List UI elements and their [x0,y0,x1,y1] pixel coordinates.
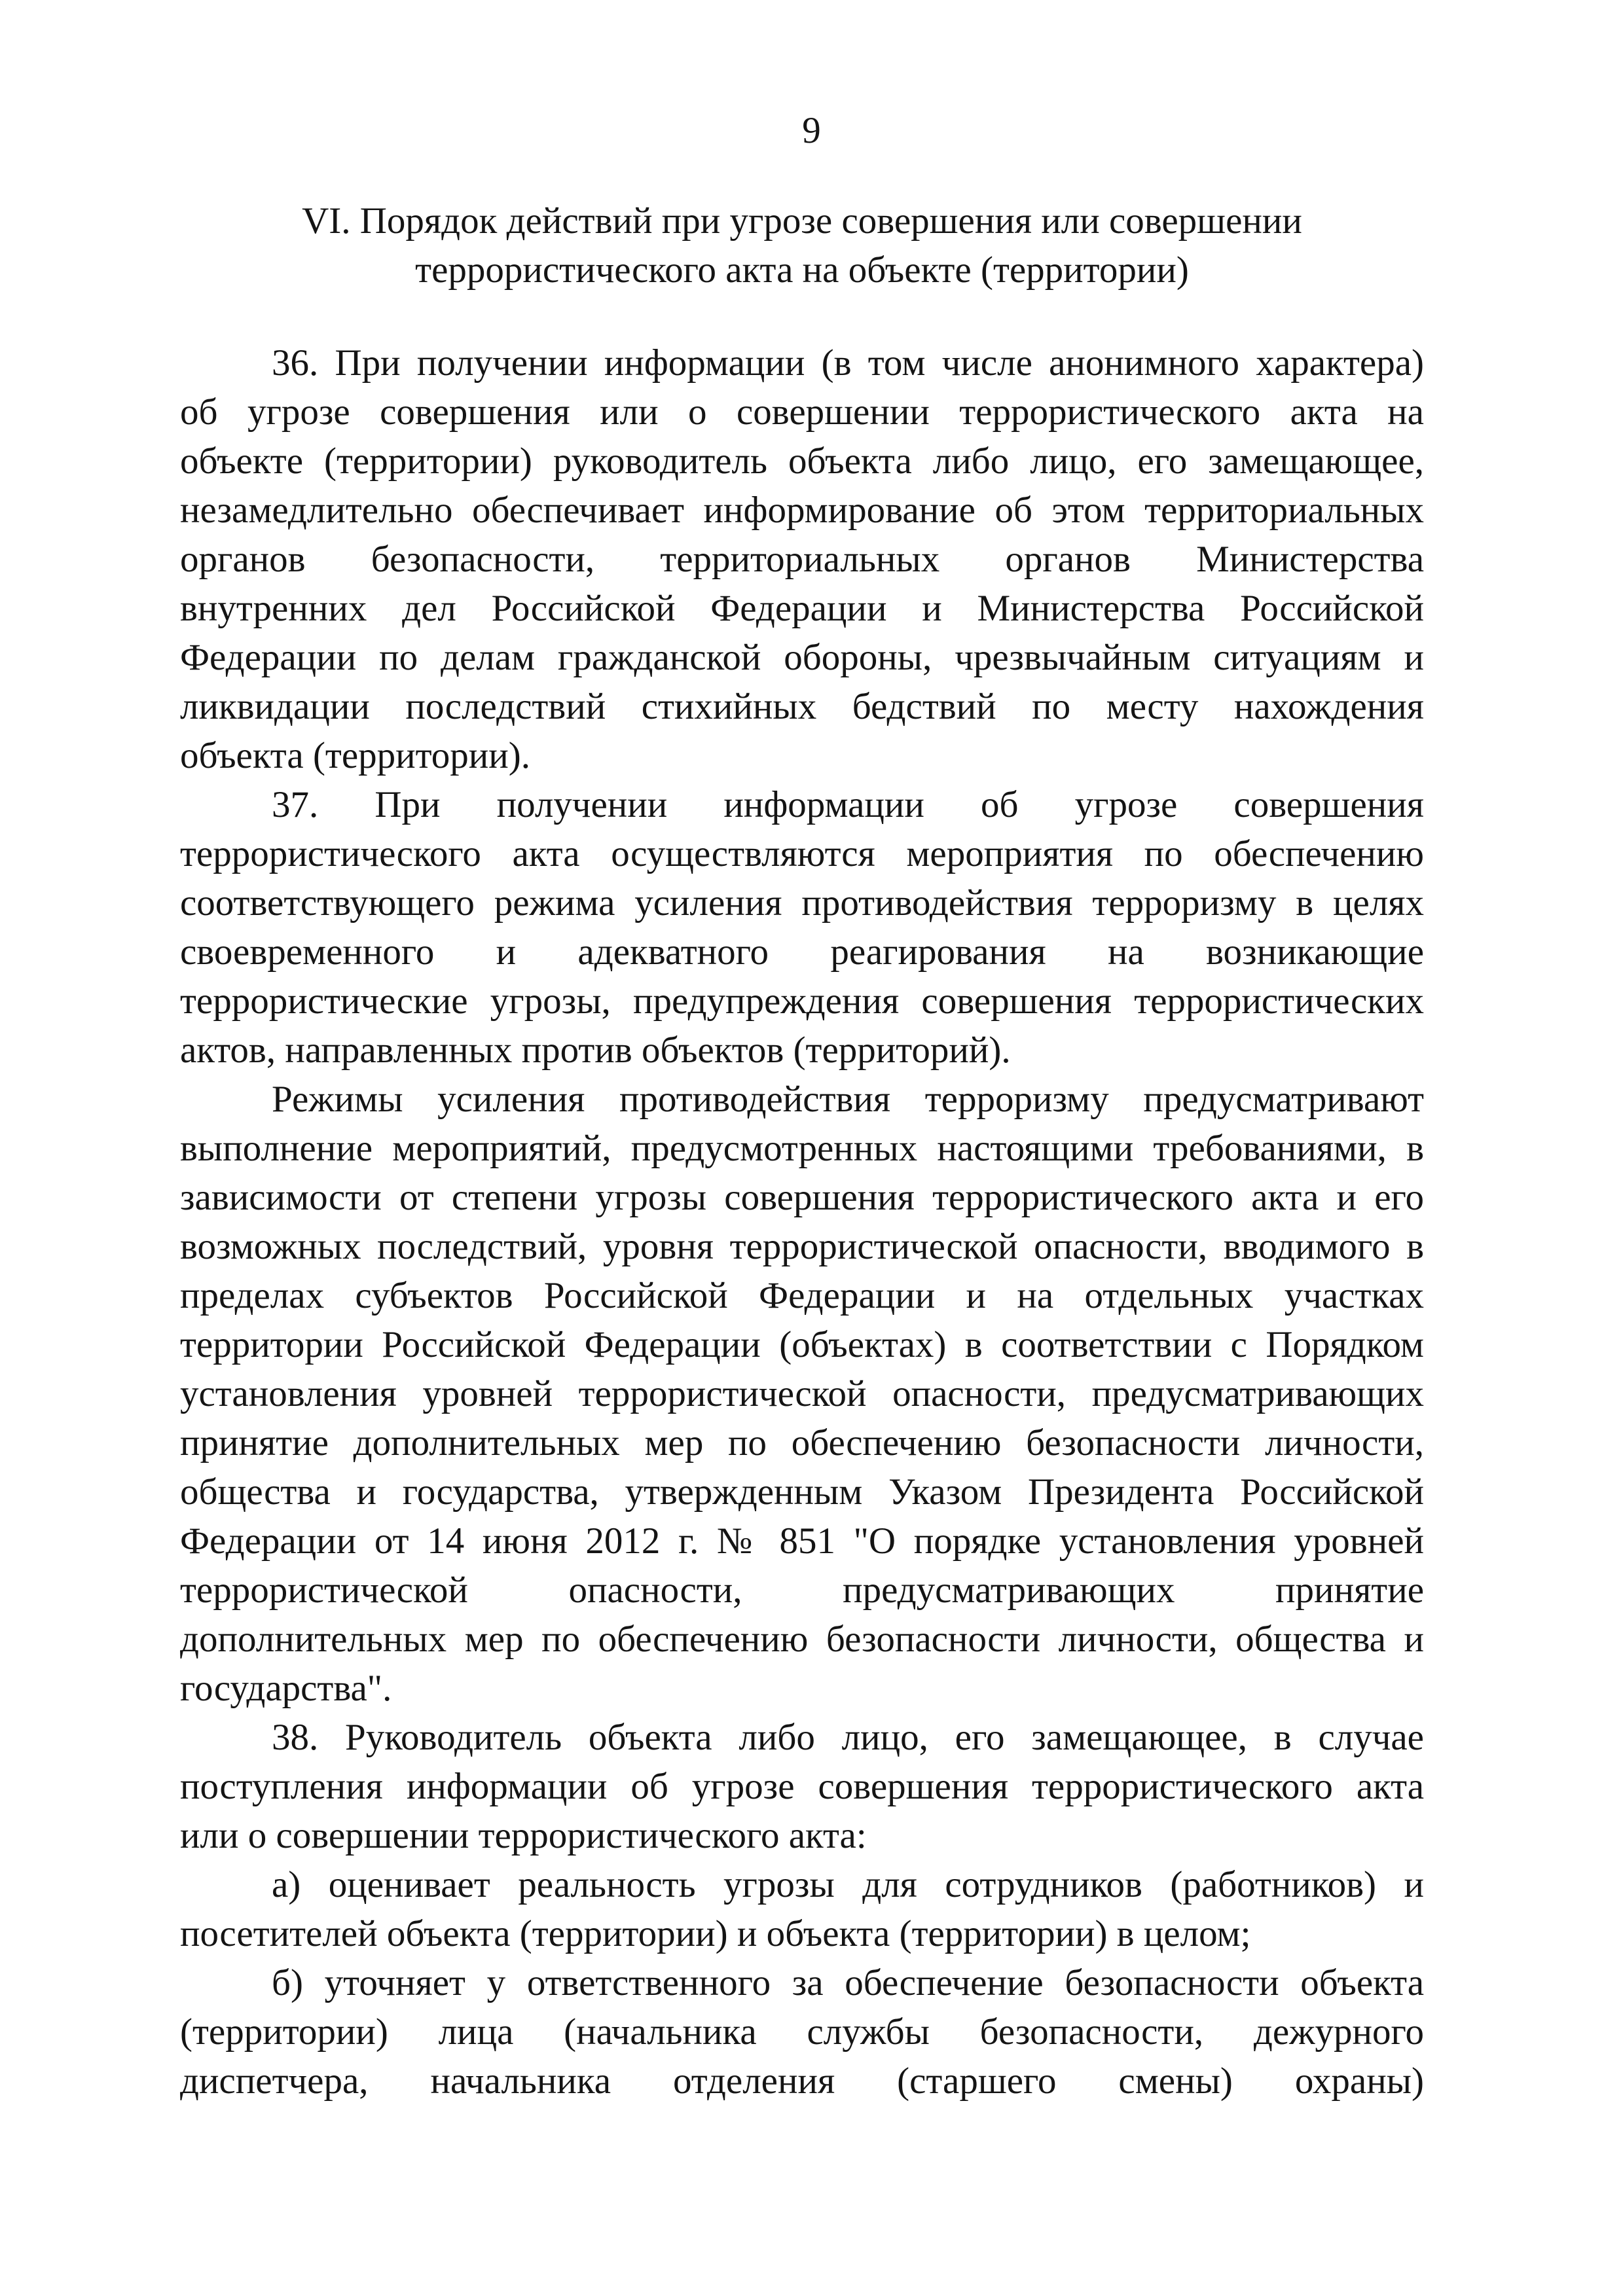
text-line: террористического акта осуществляются мероприятия по обеспечению [180,833,1424,874]
section-title-line: VI. Порядок действий при угрозе совершения или совершении [302,200,1302,242]
text-line: или о совершении террористического акта: [180,1815,867,1856]
text-line: внутренних дел Российской Федерации и Министерства Российской [180,588,1424,629]
text-line: установления уровней террористической опасности, предусматривающих [180,1373,1424,1414]
text-line: соответствующего режима усиления противодействия терроризму в целях [180,882,1424,924]
text-line: органов безопасности, территориальных органов Министерства [180,539,1424,580]
text-line: возможных последствий, уровня террористической опасности, вводимого в [180,1226,1424,1267]
section-title [180,196,1424,295]
paragraph [180,780,1424,1075]
text-line: диспетчера, начальника отделения (старшего смены) охраны) [180,2060,1424,2102]
text-line: принятие дополнительных мер по обеспечению безопасности личности, [180,1422,1424,1463]
text-line: об угрозе совершения или о совершении террористического акта на [180,391,1424,433]
text-line: дополнительных мер по обеспечению безопасности личности, общества и [180,1619,1424,1660]
paragraph [180,1713,1424,1860]
text-line: 37. При получении информации об угрозе совершения [272,784,1424,825]
text-line: ликвидации последствий стихийных бедствий по месту нахождения [180,686,1424,727]
document-body [180,338,1424,2106]
text-line: поступления информации об угрозе совершения террористического акта [180,1766,1424,1807]
paragraph [180,1958,1424,2106]
text-line: террористической опасности, предусматривающих принятие [180,1570,1424,1611]
text-line: зависимости от степени угрозы совершения террористического акта и его [180,1177,1424,1218]
text-line: б) уточняет у ответственного за обеспечение безопасности объекта [272,1962,1424,2003]
text-line: а) оценивает реальность угрозы для сотрудников (работников) и [272,1864,1424,1905]
paragraph [180,338,1424,780]
text-line: 38. Руководитель объекта либо лицо, его замещающее, в случае [272,1717,1424,1758]
text-line: актов, направленных против объектов (территорий). [180,1030,1011,1071]
text-line: террористические угрозы, предупреждения совершения террористических [180,980,1424,1022]
text-line: 36. При получении информации (в том числе анонимного характера) [272,342,1424,384]
text-line: пределах субъектов Российской Федерации и на отдельных участках [180,1275,1424,1316]
text-line: территории Российской Федерации (объектах) в соответствии с Порядком [180,1324,1424,1365]
text-line: Режимы усиления противодействия терроризму предусматривают [272,1079,1424,1120]
paragraph [180,1860,1424,1958]
text-line: своевременного и адекватного реагирования на возникающие [180,931,1424,973]
text-line: (территории) лица (начальника службы безопасности, дежурного [180,2011,1424,2053]
text-line: объекта (территории). [180,735,531,776]
text-line: посетителей объекта (территории) и объекта (территории) в целом; [180,1913,1251,1954]
page-number: 9 [802,110,821,151]
text-line: Федерации по делам гражданской обороны, чрезвычайным ситуациям и [180,637,1424,678]
text-line: государства". [180,1668,392,1709]
text-line: выполнение мероприятий, предусмотренных настоящими требованиями, в [180,1128,1424,1169]
section-title-line: террористического акта на объекте (территории) [415,249,1189,291]
text-line: незамедлительно обеспечивает информирование об этом территориальных [180,490,1424,531]
text-line: Федерации от 14 июня 2012 г. № 851 "О порядке установления уровней [180,1520,1424,1562]
paragraph [180,1075,1424,1713]
text-line: объекте (территории) руководитель объекта либо лицо, его замещающее, [180,440,1424,482]
text-line: общества и государства, утвержденным Указом Президента Российской [180,1471,1424,1513]
